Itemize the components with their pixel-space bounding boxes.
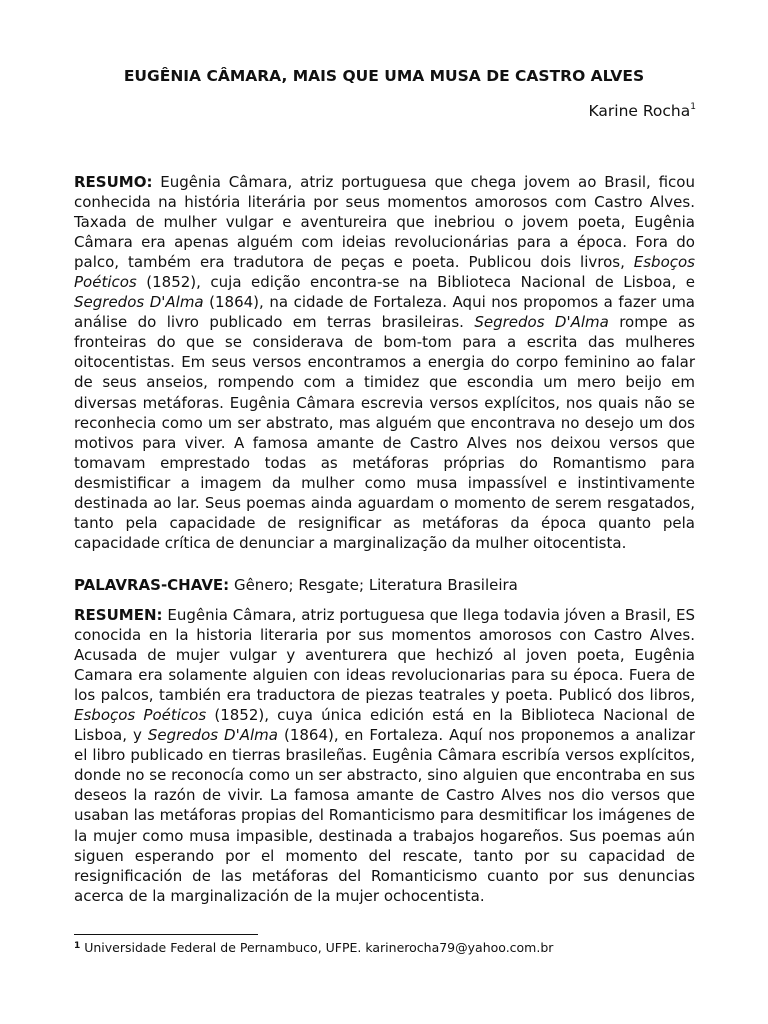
footnote-separator xyxy=(74,934,258,935)
resumen-book-title-2: Segredos D'Alma xyxy=(147,726,278,745)
resumo-book-title-1: Esboços Poéticos xyxy=(74,253,695,292)
resumen-label: RESUMEN: xyxy=(74,606,163,624)
resumen-text-3: (1864), en Fortaleza. Aquí nos proponemos a analizar el libro publicado en tierras brasileñas. Eugênia Câmara escribía versos explícitos, donde no se reconocía como un ser abstracto, sino alguien que encontraba en sus deseos la razón de vivir. La famosa amante de Castro Alves nos dio versos que usaban las metáforas propias del Romanticismo para desmitificar los imágenes de la mujer como musa impasible, destinada a trabajos hogareños. Sus poemas aún siguen esperando por el momento del rescate, tanto por su capacidad de resignificación de las metáforas del Romanticismo cuanto por sus denuncias acerca de la marginalización de la mujer ochocentista. xyxy=(74,726,695,905)
footnote xyxy=(74,938,695,956)
resumo-text-3: (1864), na cidade de Fortaleza. Aqui nos propomos a fazer uma análise do livro publicado em terras brasileiras. xyxy=(74,293,695,332)
abstract-spanish xyxy=(74,605,695,906)
keywords-text: Gênero; Resgate; Literatura Brasileira xyxy=(229,576,518,594)
resumo-label: RESUMO: xyxy=(74,173,153,191)
resumo-book-title-3: Segredos D'Alma xyxy=(474,313,609,332)
footnote-text: Universidade Federal de Pernambuco, UFPE. karinerocha79@yahoo.com.br xyxy=(80,940,554,955)
footnote-marker: 1 xyxy=(74,941,81,951)
resumo-text-2: (1852), cuja edição encontra-se na Biblioteca Nacional de Lisboa, e xyxy=(136,273,695,292)
keywords-label: PALAVRAS-CHAVE: xyxy=(74,576,230,594)
resumen-book-title-1: Esboços Poéticos xyxy=(74,706,207,725)
abstract-portuguese xyxy=(74,172,695,553)
resumo-text-1: Eugênia Câmara, atriz portuguesa que chega jovem ao Brasil, ficou conhecida na história literária por seus momentos amorosos com Castro Alves. Taxada de mulher vulgar e aventureira que inebriou o jovem poeta, Eugênia Câmara era apenas alguém com ideias revolucionárias para a época. Fora do palco, também era tradutora de peças e poeta. Publicou dois livros, xyxy=(74,173,695,272)
author-line xyxy=(60,102,696,120)
keywords xyxy=(74,575,695,595)
paper-title: EUGÊNIA CÂMARA, MAIS QUE UMA MUSA DE CASTRO ALVES xyxy=(123,67,645,85)
resumen-text-2: (1852), cuya única edición está en la Biblioteca Nacional de Lisboa, y xyxy=(74,706,695,745)
resumo-book-title-2: Segredos D'Alma xyxy=(74,293,204,312)
author-name: Karine Rocha xyxy=(588,102,691,120)
author-footnote-marker: 1 xyxy=(690,102,696,112)
resumen-text-1: Eugênia Câmara, atriz portuguesa que llega todavia jóven a Brasil, ES conocida en la historia literaria por sus momentos amorosos con Castro Alves. Acusada de mujer vulgar y aventurera que hechizó al joven poeta, Eugênia Camara era solamente alguien con ideas revolucionarias para su época. Fuera de los palcos, también era traductora de piezas teatrales y poeta. Publicó dos libros, xyxy=(74,606,695,705)
resumo-text-4: rompe as fronteiras do que se considerava de bom-tom para a escrita das mulheres oitocentistas. Em seus versos encontramos a energia do corpo feminino ao falar de seus anseios, rompendo com a timidez que escondia um mero beijo em diversas metáforas. Eugênia Câmara escrevia versos explícitos, nos quais não se reconhecia como um ser abstrato, mas alguém que encontrava no desejo um dos motivos para viver. A famosa amante de Castro Alves nos deixou versos que tomavam emprestado todas as metáforas próprias do Romantismo para desmistificar a imagem da mulher como musa impassível e instintivamente destinada ao lar. Seus poemas ainda aguardam o momento de serem resgatados, tanto pela capacidade de resignificar as metáforas da época quanto pela capacidade crítica de denunciar a marginalização da mulher oitocentista. xyxy=(74,313,695,552)
